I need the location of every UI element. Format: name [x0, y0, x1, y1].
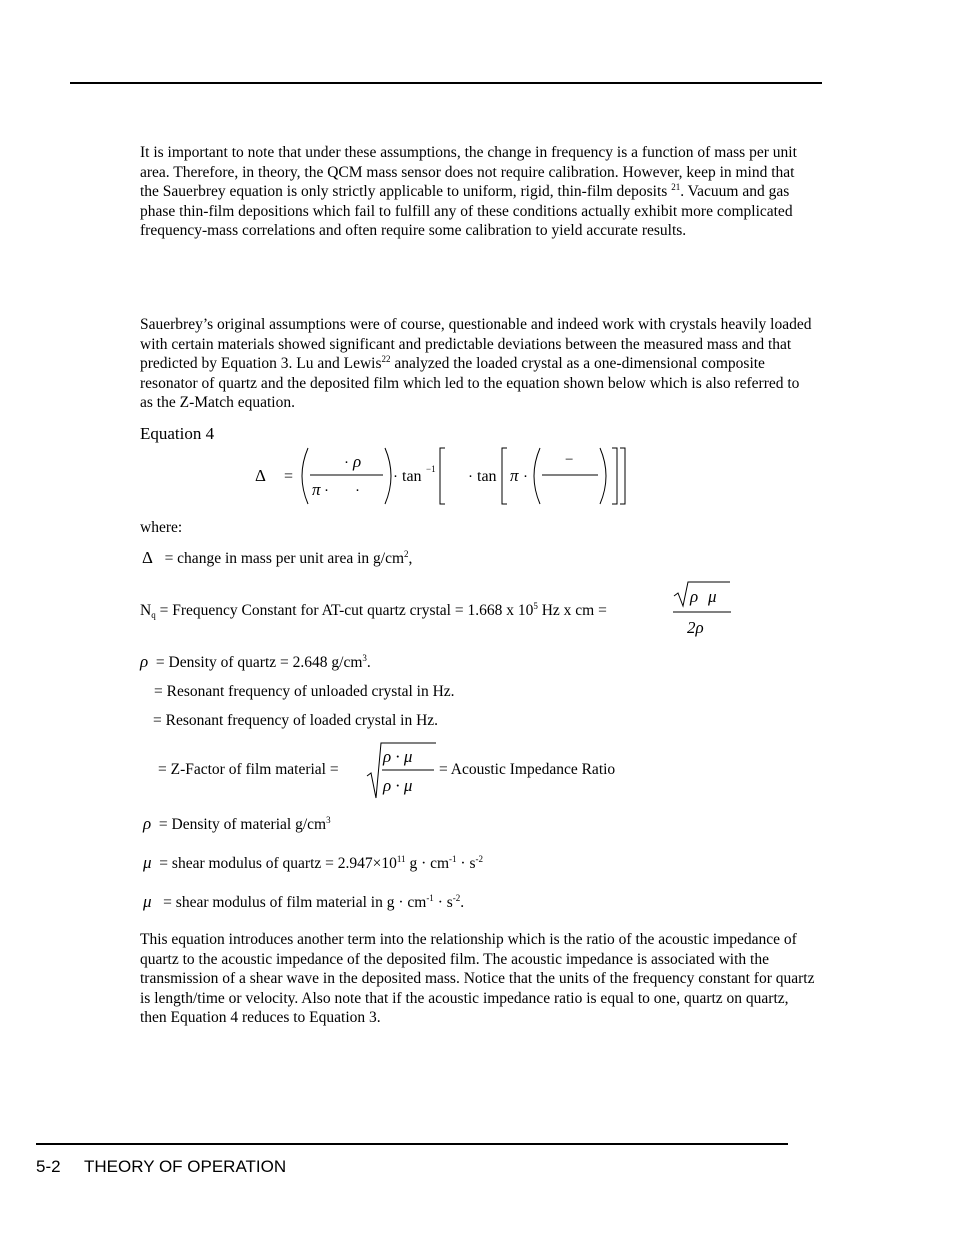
z-den: ρ · μ — [383, 776, 413, 795]
z-factor-tail: = Acoustic Impedance Ratio — [439, 761, 616, 778]
eq-inverse: −1 — [426, 464, 436, 474]
equation-label: Equation 4 — [140, 424, 215, 443]
eq-minus: − — [565, 452, 574, 468]
definition-rho-q: ρ = Density of quartz = 2.648 $g/cm^3$. — [140, 652, 371, 671]
eq-dot6: · — [523, 469, 528, 485]
definition-f-unloaded: = Resonant frequency of unloaded crystal in Hz. — [154, 683, 455, 700]
page-number: 5-2 — [36, 1157, 61, 1176]
eq-delta: Δ — [255, 466, 266, 485]
definition-mu-q: μ = shear modulus of quartz = $2.947\times 10^{11}$ $g \cdot cm^{-1} \cdot s^{-2}$ — [143, 853, 483, 872]
paragraph-acoustic-impedance: This equation introduces another term into the relationship which is the ratio of the acoustic impedance of quartz to the acoustic impedance of the deposited film. The acoustic impedance is associated with the transmission of a shear wave in the deposited mass. Notice that the units of the frequency constant for quartz is length/time or velocity. Also note that if the acoustic impedance ratio is equal to one, quartz on quartz, then Equation 4 reduces to Equation 3. — [140, 931, 815, 1027]
definition-delta-m: Δ = change in mass per unit area in $g/cm^2$, — [142, 548, 413, 567]
paragraph-z-match-intro: Sauerbrey’s original assumptions were of course, questionable and indeed work with crystals heavily loaded with certain materials showed significant and predictable deviations between the measured mass and that predicted by Equation 3. Lu and Lewis$^{22}$ analyzed the loaded crystal as a one-dimensional composite resonator of quartz and the deposited film which led to the equation shown below which is also referred to as the Z-Match equation. — [140, 316, 812, 412]
reference-22: 22 — [381, 354, 391, 365]
eq-dot1: · — [344, 455, 349, 471]
nq-fraction — [670, 578, 734, 640]
equation-4 — [240, 440, 640, 512]
z-factor-fraction — [364, 740, 438, 802]
section-title: THEORY OF OPERATION — [84, 1157, 287, 1176]
eq-dot5: · — [468, 469, 473, 485]
footer-rule — [36, 1143, 788, 1145]
nq-num-rho: ρ — [690, 587, 699, 606]
nq-den: 2ρ — [687, 618, 704, 637]
eq-dot3: · — [355, 483, 360, 499]
eq-equals: = — [284, 468, 294, 485]
eq-dot2: · — [324, 483, 329, 499]
eq-tan1: tan — [402, 468, 422, 485]
eq-tan2: tan — [477, 468, 497, 485]
where-label: where: — [140, 519, 183, 536]
z-num: ρ · μ — [383, 747, 413, 766]
definition-mu-f: μ = shear modulus of film material in $g \cdot cm^{-1} \cdot s^{-2}$. — [143, 892, 465, 911]
definition-rho-f: ρ = Density of material $g/cm^3$ — [143, 814, 331, 833]
paragraph-calibration-note: It is important to note that under these assumptions, the change in frequency is a function of mass per unit area. Therefore, in theory, the QCM mass sensor does not require calibration. However, keep in mind that the Sauerbrey equation is only strictly applicable to uniform, rigid, thin-film deposits $^{21}$. Vacuum and gas phase thin-film depositions which fail to fulfill any of these conditions actually exhibit more complicated frequency-mass correlations and often require some calibration to yield accurate results. — [140, 144, 797, 240]
nq-num-mu: μ — [708, 587, 717, 606]
page-footer — [36, 1157, 286, 1177]
eq-pi1: π — [312, 480, 321, 499]
definition-nq: $N_q$ = Frequency Constant for AT-cut quartz crystal = 1.668 x $10^5$ Hz x cm = — [140, 601, 607, 620]
header-rule — [70, 82, 822, 84]
eq-dot4: · — [393, 469, 398, 485]
eq-pi2: π — [510, 466, 519, 485]
definition-z-factor: = Z-Factor of film material = — [158, 761, 339, 778]
definition-f-loaded: = Resonant frequency of loaded crystal in Hz. — [153, 712, 439, 729]
reference-21: 21 — [671, 182, 681, 193]
eq-rho: ρ — [353, 452, 362, 471]
